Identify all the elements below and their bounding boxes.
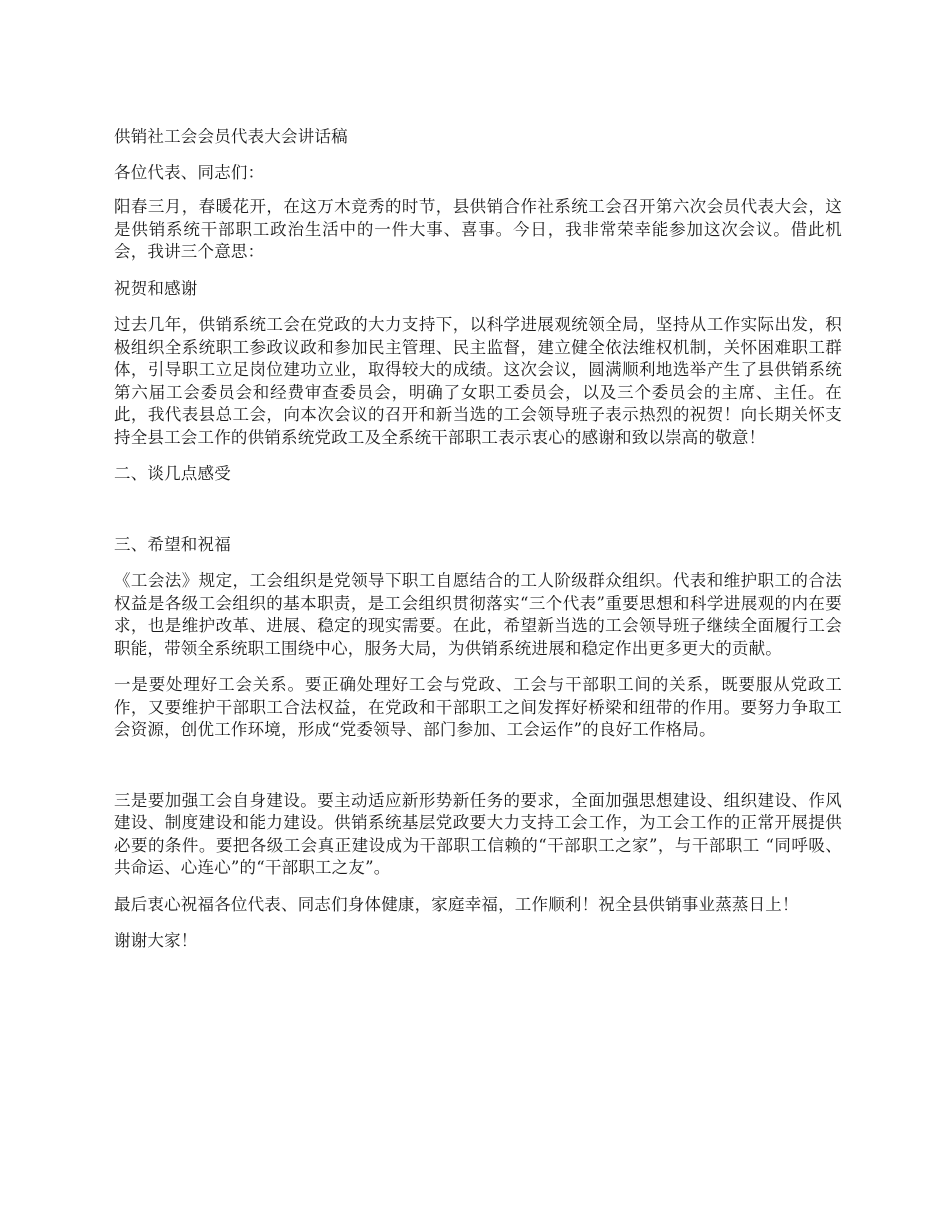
- document-title: 供销社工会会员代表大会讲话稿: [114, 127, 348, 146]
- paragraph-congratulations: 过去几年，供销系统工会在党政的大力支持下，以科学进展观统领全局，坚持从工作实际出发，积极组织全系统职工参政议政和参加民主管理、民主监督，建立健全依法维权机制，关怀困难职工群体，引导职工立足岗位建功立业，取得较大的成绩。这次会议，圆满顺利地选举产生了县供销系统第六届工会委员会和经费审查委员会，明确了女职工委员会，以及三个委员会的主席、主任。在此，我代表县总工会，向本次会议的召开和新当选的工会领导班子表示热烈的祝贺！向长期关怀支持全县工会工作的供销系统党政工及全系统干部职工表示衷心的感谢和致以崇高的敬意！: [114, 315, 842, 447]
- paragraph-point-one: 一是要处理好工会关系。要正确处理好工会与党政、工会与干部职工间的关系，既要服从党政工作，又要维护干部职工合法权益，在党政和干部职工之间发挥好桥梁和纽带的作用。要努力争取工会资源，创优工作环境，形成“党委领导、部门参加、工会运作”的良好工作格局。: [114, 675, 842, 739]
- salutation: 各位代表、同志们：: [114, 162, 265, 182]
- paragraph-point-three: 三是要加强工会自身建设。要主动适应新形势新任务的要求，全面加强思想建设、组织建设、作风建设、制度建设和能力建设。供销系统基层党政要大力支持工会工作，为工会工作的正常开展提供必要的条件。要把各级工会真正建设成为干部职工信赖的“干部职工之家”，与干部职工 “同呼吸、共命运、心连心”的“干部职工之友”。: [114, 790, 842, 877]
- paragraph-opening: 阳春三月，春暖花开，在这万木竞秀的时节，县供销合作社系统工会召开第六次会员代表大会，这是供销系统干部职工政治生活中的一件大事、喜事。今日，我非常荣幸能参加这次会议。借此机会，我讲三个意思：: [114, 197, 842, 261]
- section-heading-hopes: 三、希望和祝福: [114, 534, 231, 554]
- section-heading-congratulations: 祝贺和感谢: [114, 278, 198, 298]
- paragraph-closing-wishes: 最后衷心祝福各位代表、同志们身体健康，家庭幸福，工作顺利！祝全县供销事业蒸蒸日上！: [114, 894, 799, 914]
- section-heading-impressions: 二、谈几点感受: [114, 464, 231, 483]
- document-page: [114, 126, 842, 953]
- paragraph-union-law: 《工会法》规定，工会组织是党领导下职工自愿结合的工人阶级群众组织。代表和维护职工的合法权益是各级工会组织的基本职责，是工会组织贯彻落实“三个代表”重要思想和科学进展观的内在要求，也是维护改革、进展、稳定的现实需要。在此，希望新当选的工会领导班子继续全面履行工会职能，带领全系统职工围绕中心，服务大局，为供销系统进展和稳定作出更多更大的贡献。: [114, 571, 842, 658]
- paragraph-thanks: 谢谢大家！: [114, 931, 198, 950]
